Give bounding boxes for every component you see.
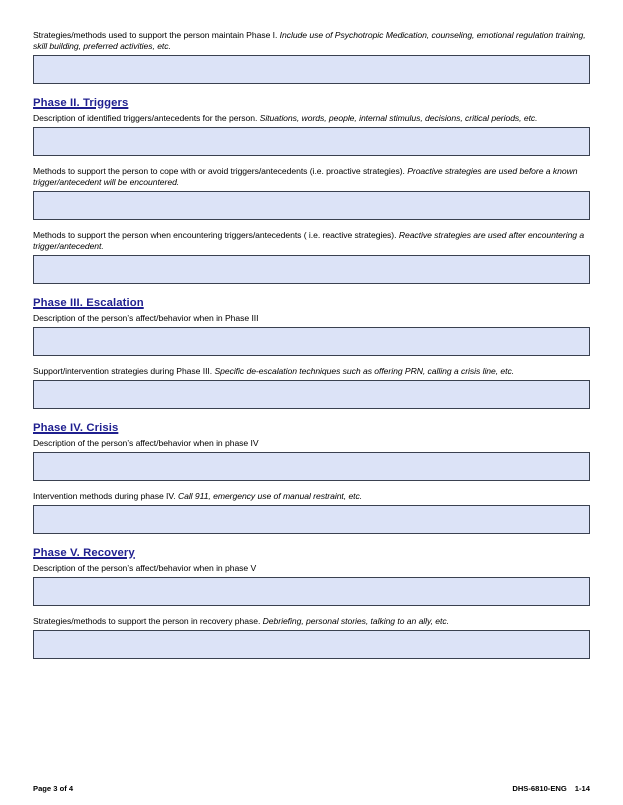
field-label (33, 30, 590, 52)
field-hint: Debriefing, personal stories, talking to an ally, etc. (262, 616, 449, 626)
phase4-intervention-methods-group (33, 491, 590, 534)
phase4-behavior-description-input[interactable] (33, 452, 590, 481)
phase5-recovery-strategies-input[interactable] (33, 630, 590, 659)
field-label-text: Intervention methods during phase IV. (33, 491, 176, 501)
phase2-proactive-strategies-group (33, 166, 590, 220)
phase5-behavior-description-group (33, 563, 590, 606)
field-label (33, 366, 590, 377)
phase2-reactive-strategies-input[interactable] (33, 255, 590, 284)
field-label-text: Description of the person’s affect/behavior when in phase IV (33, 438, 259, 448)
field-hint: Specific de-escalation techniques such as offering PRN, calling a crisis line, etc. (214, 366, 515, 376)
field-label (33, 313, 590, 324)
phase3-behavior-description-group (33, 313, 590, 356)
field-hint: Proactive strategies are used before a known trigger/antecedent will be encountered. (33, 166, 578, 187)
section-heading-phase5-recovery: Phase V. Recovery (33, 547, 135, 559)
phase3-behavior-description-input[interactable] (33, 327, 590, 356)
field-hint: Call 911, emergency use of manual restraint, etc. (177, 491, 363, 501)
field-label (33, 491, 590, 502)
form-number: DHS-6810-ENG (512, 784, 567, 793)
phase1-maintain-strategies-input[interactable] (33, 55, 590, 84)
section-heading-phase3-escalation: Phase III. Escalation (33, 297, 144, 309)
field-label (33, 230, 590, 252)
phase5-recovery-strategies-group (33, 616, 590, 659)
field-label-text: Strategies/methods used to support the person maintain Phase I. (33, 30, 278, 40)
field-hint: Situations, words, people, internal stimulus, decisions, critical periods, etc. (259, 113, 538, 123)
phase2-triggers-description-input[interactable] (33, 127, 590, 156)
field-label-text: Methods to support the person to cope with or avoid triggers/antecedents (i.e. proactive strategies). (33, 166, 405, 176)
field-label-text: Description of identified triggers/antecedents for the person. (33, 113, 258, 123)
form-code (512, 784, 590, 793)
phase1-maintain-strategies-group (33, 30, 590, 84)
section-heading-phase4-crisis: Phase IV. Crisis (33, 422, 119, 434)
field-label (33, 113, 590, 124)
phase2-triggers-description-group (33, 113, 590, 156)
phase4-intervention-methods-input[interactable] (33, 505, 590, 534)
phase5-behavior-description-input[interactable] (33, 577, 590, 606)
phase3-support-strategies-input[interactable] (33, 380, 590, 409)
field-label-text: Methods to support the person when encountering triggers/antecedents ( i.e. reactive strategies). (33, 230, 397, 240)
field-hint: Reactive strategies are used after encountering a trigger/antecedent. (33, 230, 585, 251)
page-indicator: Page 3 of 4 (33, 784, 74, 793)
phase3-support-strategies-group (33, 366, 590, 409)
form-revision: 1-14 (574, 784, 590, 793)
page-footer (33, 784, 590, 793)
field-label-text: Support/intervention strategies during Phase III. (33, 366, 213, 376)
field-label (33, 563, 590, 574)
section-heading-phase2-triggers: Phase II. Triggers (33, 97, 129, 109)
field-label-text: Description of the person’s affect/behavior when in Phase III (33, 313, 259, 323)
phase2-reactive-strategies-group (33, 230, 590, 284)
field-label (33, 616, 590, 627)
phase4-behavior-description-group (33, 438, 590, 481)
field-label-text: Strategies/methods to support the person in recovery phase. (33, 616, 261, 626)
phase2-proactive-strategies-input[interactable] (33, 191, 590, 220)
field-hint: Include use of Psychotropic Medication, counseling, emotional regulation training, skill building, preferred activities, etc. (33, 30, 586, 51)
field-label (33, 438, 590, 449)
field-label (33, 166, 590, 188)
field-label-text: Description of the person’s affect/behavior when in phase V (33, 563, 257, 573)
